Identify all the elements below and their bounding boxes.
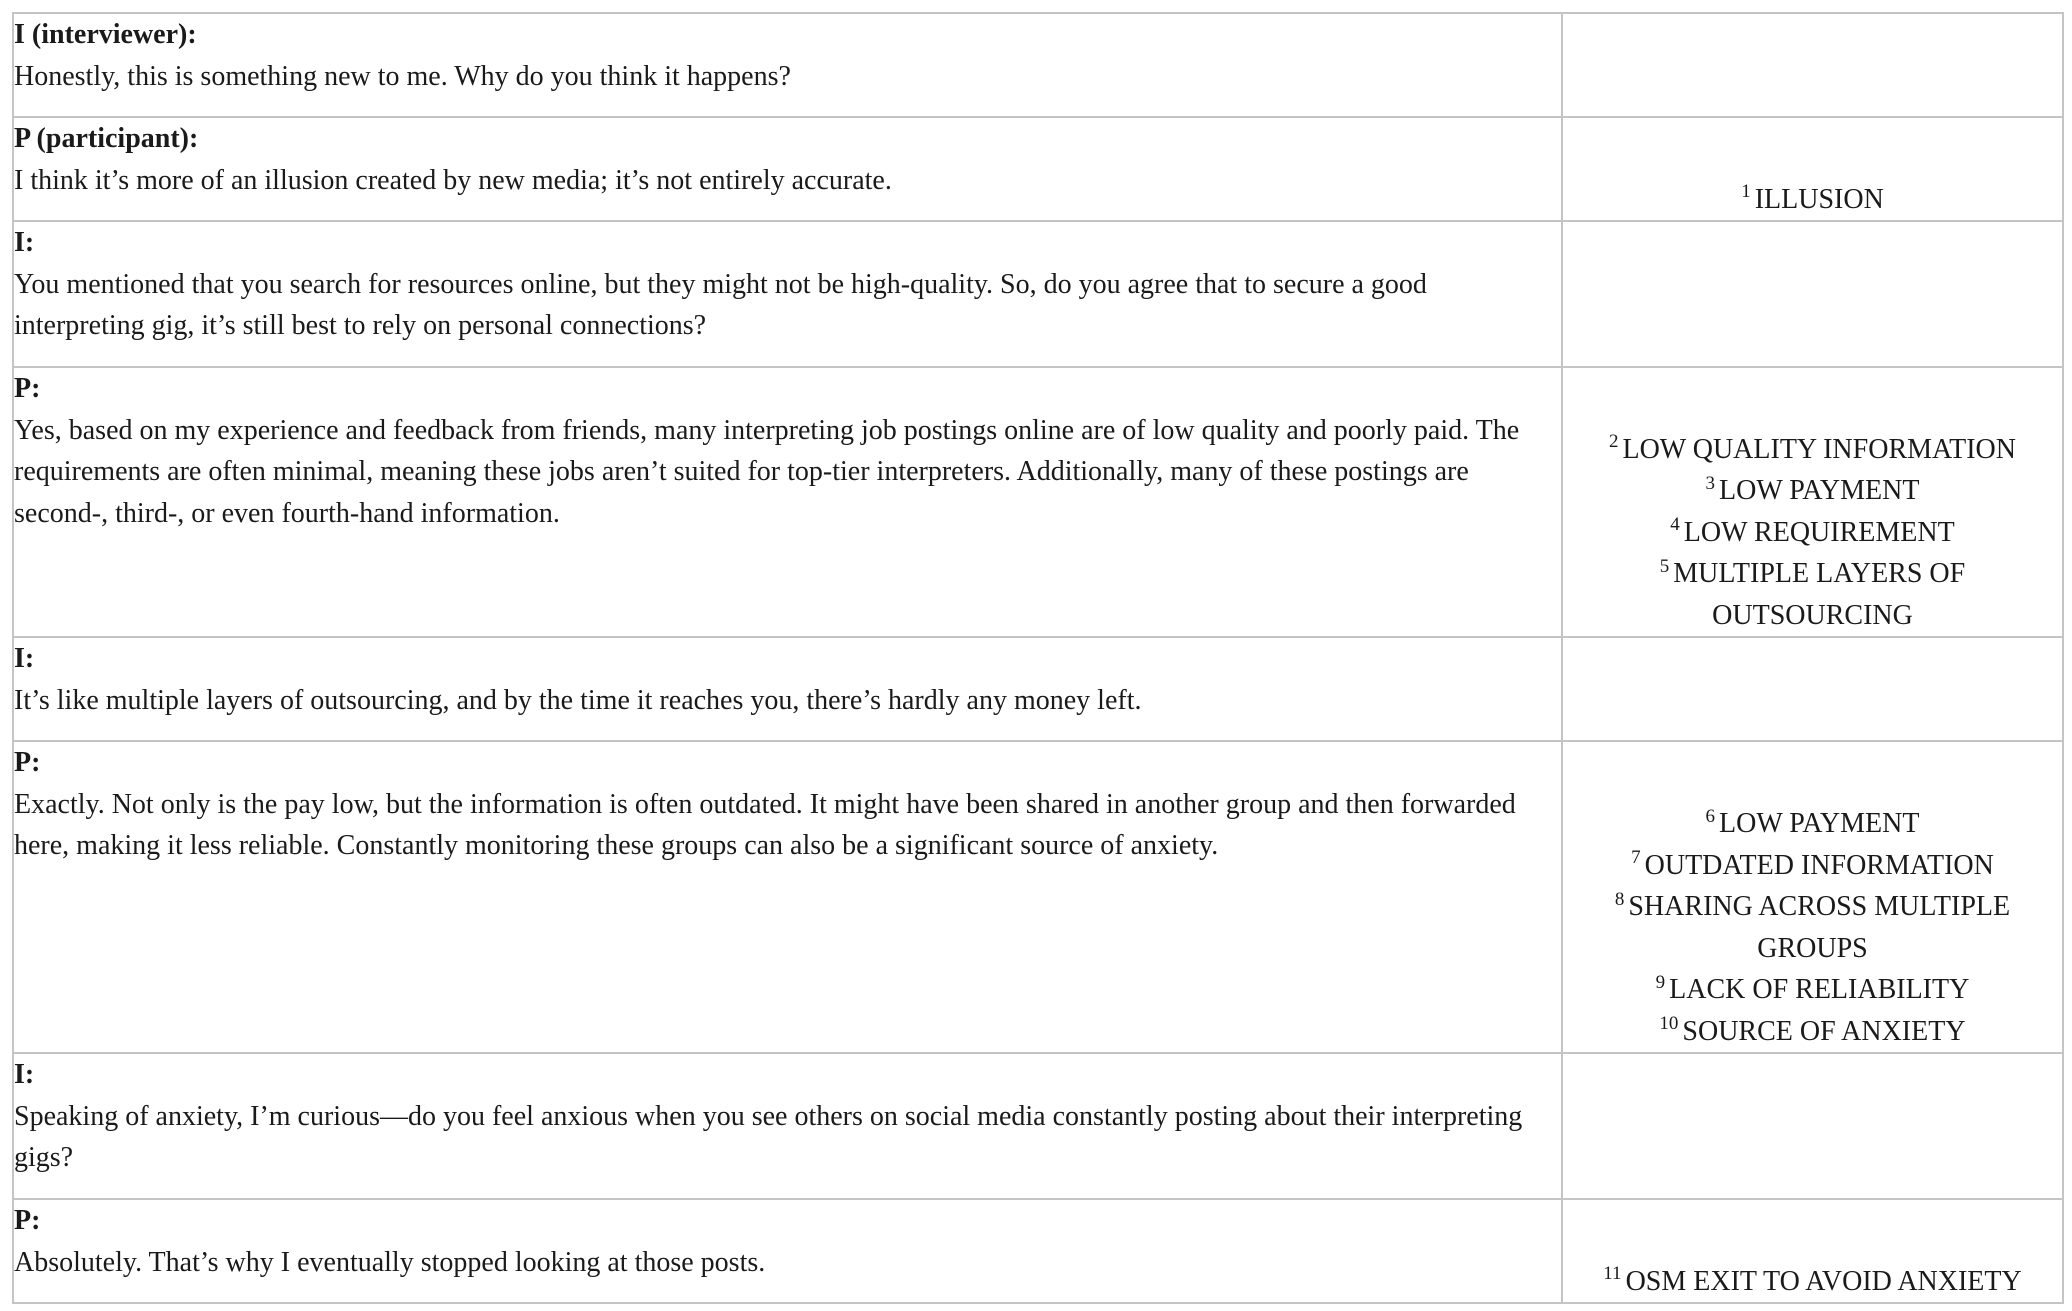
speaker-label: P (participant): xyxy=(14,123,199,154)
code-item xyxy=(1563,1011,2062,1053)
transcript-table-body xyxy=(13,13,2063,1303)
codes-cell xyxy=(1562,13,2063,117)
utterance-text: Exactly. Not only is the pay low, but the information is often outdated. It might have been shared in another group and then forwarded here, making it less reliable. Constantly monitoring these groups can also be a significant source of anxiety. xyxy=(14,788,1516,861)
codes-cell xyxy=(1562,1199,2063,1303)
code-number: 11 xyxy=(1603,1263,1622,1285)
code-number: 10 xyxy=(1659,1013,1679,1035)
codes-cell xyxy=(1562,117,2063,221)
transcript-row xyxy=(13,221,2063,367)
utterance-text: It’s like multiple layers of outsourcing, and by the time it reaches you, there’s hardly any money left. xyxy=(14,684,1142,716)
code-label: SHARING ACROSS MULTIPLE GROUPS xyxy=(1628,891,2011,964)
code-label: SOURCE OF ANXIETY xyxy=(1682,1015,1966,1047)
utterance-cell xyxy=(13,221,1562,367)
utterance-cell xyxy=(13,367,1562,637)
code-number: 2 xyxy=(1608,431,1619,453)
speaker-label: I (interviewer): xyxy=(14,19,197,50)
speaker-label: I: xyxy=(14,227,35,258)
transcript-row xyxy=(13,117,2063,221)
code-label: LOW QUALITY INFORMATION xyxy=(1622,433,2017,465)
speaker-label: P: xyxy=(14,747,41,778)
codes-cell xyxy=(1562,367,2063,637)
code-item xyxy=(1563,845,2062,887)
transcript-row xyxy=(13,1053,2063,1199)
code-item xyxy=(1563,886,2062,969)
code-item xyxy=(1563,179,2062,221)
code-label: ILLUSION xyxy=(1754,183,1884,215)
utterance-cell xyxy=(13,1199,1562,1303)
codes-cell xyxy=(1562,741,2063,1053)
utterance-text: You mentioned that you search for resources online, but they might not be high-quality. So, do you agree that to secure a good interpreting gig, it’s still best to rely on personal connections? xyxy=(14,268,1427,341)
code-label: LOW PAYMENT xyxy=(1719,808,1920,839)
speaker-label: I: xyxy=(14,1059,35,1090)
code-label: LOW PAYMENT xyxy=(1719,475,1920,506)
utterance-text: Absolutely. That’s why I eventually stopped looking at those posts. xyxy=(14,1246,766,1278)
speaker-label: P: xyxy=(14,1205,41,1236)
transcript-row xyxy=(13,741,2063,1053)
speaker-label: I: xyxy=(14,643,35,674)
code-item xyxy=(1563,553,2062,636)
code-number: 4 xyxy=(1670,514,1680,536)
transcript-row xyxy=(13,1199,2063,1303)
transcript-row xyxy=(13,637,2063,741)
code-label: LOW REQUIREMENT xyxy=(1683,516,1955,548)
transcript-row xyxy=(13,13,2063,117)
code-item xyxy=(1563,969,2062,1011)
code-item xyxy=(1563,1261,2062,1303)
utterance-text: Yes, based on my experience and feedback from friends, many interpreting job postings online are of low quality and poorly paid. The requirements are often minimal, meaning these jobs aren’t suited for top-tier interpreters. Additionally, many of these postings are second-, third-, or even fourth-hand information. xyxy=(14,414,1520,529)
code-number: 6 xyxy=(1705,805,1716,827)
code-number: 7 xyxy=(1631,847,1641,869)
utterance-cell xyxy=(13,637,1562,741)
utterance-cell xyxy=(13,1053,1562,1199)
code-label: OUTDATED INFORMATION xyxy=(1644,849,1994,881)
code-number: 1 xyxy=(1741,181,1751,203)
code-label: LACK OF RELIABILITY xyxy=(1669,974,1970,1005)
utterance-cell xyxy=(13,117,1562,221)
utterance-text: I think it’s more of an illusion created by new media; it’s not entirely accurate. xyxy=(14,164,892,196)
codes-cell xyxy=(1562,637,2063,741)
utterance-cell xyxy=(13,741,1562,1053)
codes-cell xyxy=(1562,221,2063,367)
code-item xyxy=(1563,512,2062,554)
code-number: 9 xyxy=(1655,971,1666,993)
code-item xyxy=(1563,803,2062,845)
utterance-cell xyxy=(13,13,1562,117)
utterance-text: Honestly, this is something new to me. Why do you think it happens? xyxy=(14,60,791,92)
code-item xyxy=(1563,470,2062,512)
code-number: 5 xyxy=(1659,555,1670,577)
transcript-table xyxy=(12,12,2064,1304)
codes-cell xyxy=(1562,1053,2063,1199)
code-label: OSM EXIT TO AVOID ANXIETY xyxy=(1625,1265,2022,1297)
code-number: 3 xyxy=(1705,472,1716,494)
transcript-row xyxy=(13,367,2063,637)
code-number: 8 xyxy=(1614,888,1625,910)
speaker-label: P: xyxy=(14,373,41,404)
code-label: MULTIPLE LAYERS OF OUTSOURCING xyxy=(1673,558,1966,631)
code-item xyxy=(1563,429,2062,471)
utterance-text: Speaking of anxiety, I’m curious—do you feel anxious when you see others on social media constantly posting about their interpreting gigs? xyxy=(14,1100,1523,1173)
